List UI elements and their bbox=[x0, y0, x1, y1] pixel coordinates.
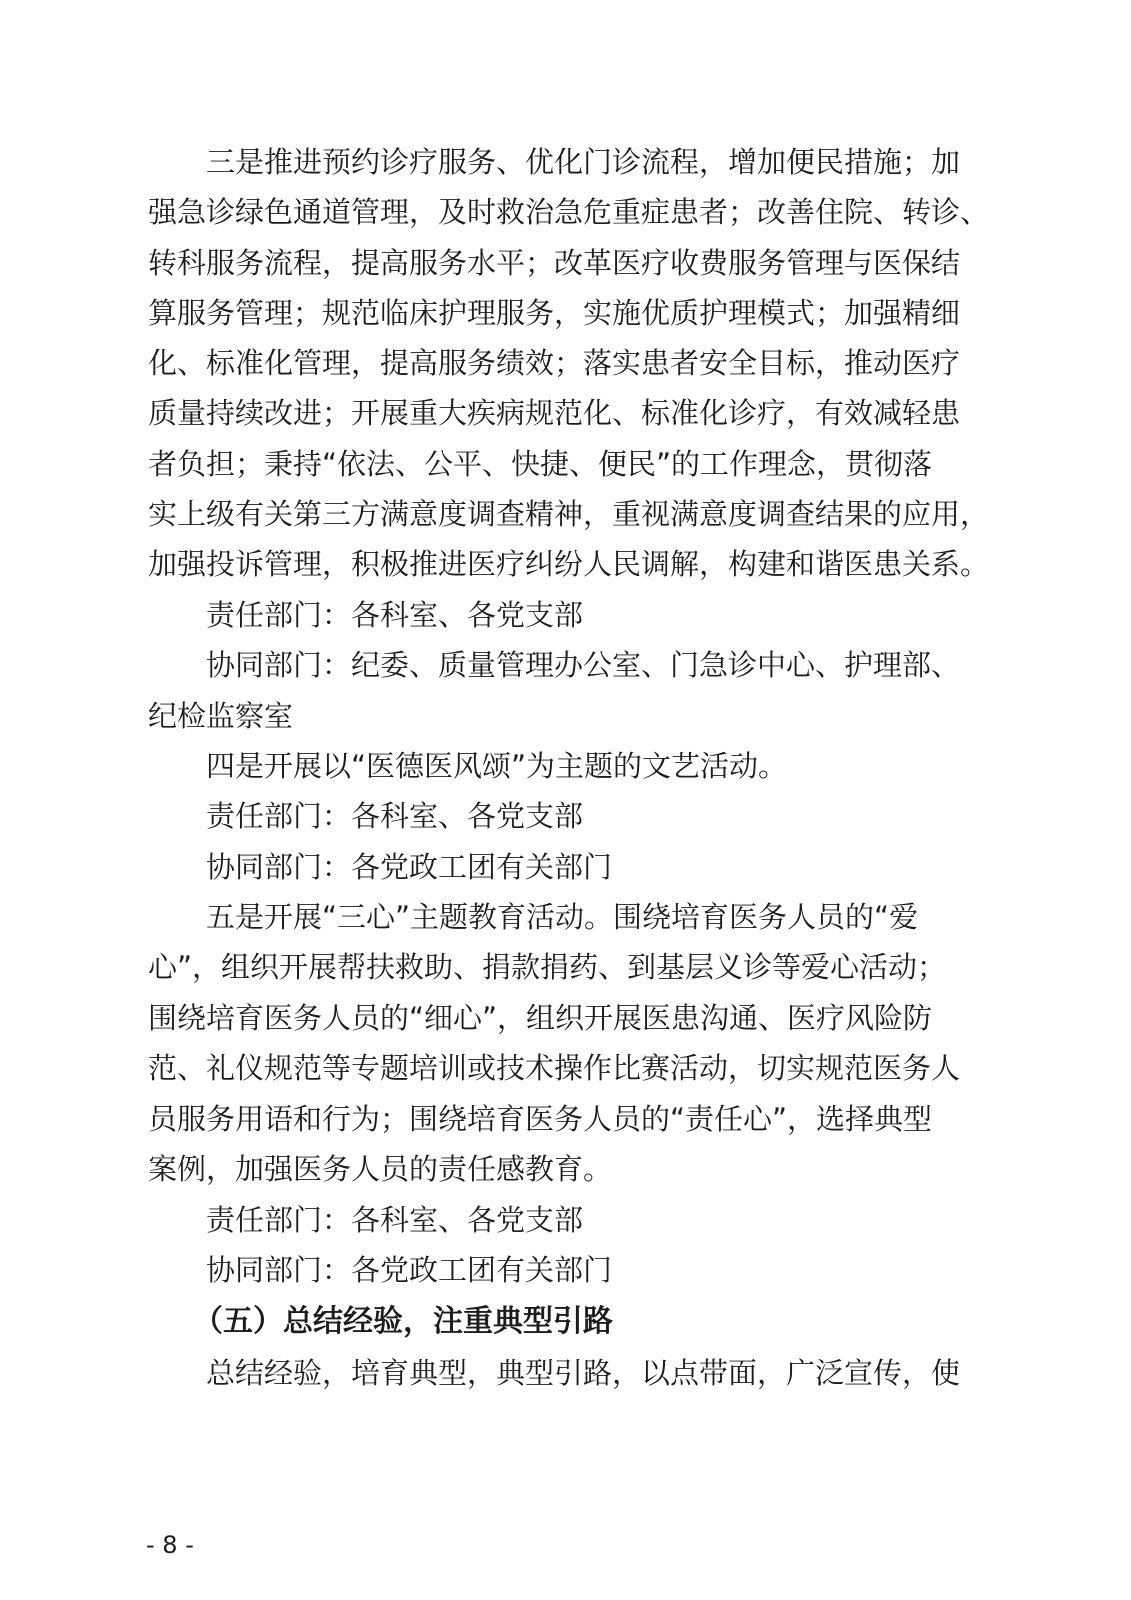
cooperating-dept-line: 协同部门：各党政工团有关部门 bbox=[148, 850, 613, 884]
paragraph-line: 围绕培育医务人员的“细心”，组织开展医患沟通、医疗风险防 bbox=[148, 1001, 933, 1035]
paragraph-line: 员服务用语和行为；围绕培育医务人员的“责任心”，选择典型 bbox=[148, 1102, 933, 1136]
cooperating-dept-line: 协同部门：纪委、质量管理办公室、门急诊中心、护理部、 bbox=[148, 648, 961, 682]
paragraph-line: 转科服务流程，提高服务水平；改革医疗收费服务管理与医保结 bbox=[148, 246, 961, 280]
paragraph-line: 化、标准化管理，提高服务绩效；落实患者安全目标，推动医疗 bbox=[148, 346, 961, 380]
paragraph-line: 算服务管理；规范临床护理服务，实施优质护理模式；加强精细 bbox=[148, 296, 961, 330]
section-heading: （五）总结经验，注重典型引路 bbox=[148, 1304, 613, 1339]
paragraph-line: 加强投诉管理，积极推进医疗纠纷人民调解，构建和谐医患关系。 bbox=[148, 547, 990, 581]
paragraph-line: 三是推进预约诊疗服务、优化门诊流程，增加便民措施；加 bbox=[148, 145, 961, 179]
paragraph-line: 实上级有关第三方满意度调查精神，重视满意度调查结果的应用， bbox=[148, 497, 990, 531]
cooperating-dept-line: 协同部门：各党政工团有关部门 bbox=[148, 1253, 613, 1287]
paragraph-line: 纪检监察室 bbox=[148, 699, 294, 733]
paragraph-line: 总结经验，培育典型，典型引路，以点带面，广泛宣传，使 bbox=[148, 1356, 961, 1390]
paragraph-line: 范、礼仪规范等专题培训或技术操作比赛活动，切实规范医务人 bbox=[148, 1051, 961, 1085]
paragraph-line: 强急诊绿色通道管理，及时救治急危重症患者；改善住院、转诊、 bbox=[148, 195, 990, 229]
responsible-dept-line: 责任部门：各科室、各党支部 bbox=[148, 1203, 584, 1237]
responsible-dept-line: 责任部门：各科室、各党支部 bbox=[148, 799, 584, 833]
responsible-dept-line: 责任部门：各科室、各党支部 bbox=[148, 598, 584, 632]
paragraph-line: 案例，加强医务人员的责任感教育。 bbox=[148, 1152, 613, 1186]
page-number: - 8 - bbox=[146, 1531, 194, 1559]
paragraph-line: 五是开展“三心”主题教育活动。围绕培育医务人员的“爱 bbox=[148, 900, 919, 934]
paragraph-line: 心”，组织开展帮扶救助、捐款捐药、到基层义诊等爱心活动； bbox=[148, 950, 947, 984]
paragraph-line: 四是开展以“医德医风颂”为主题的文艺活动。 bbox=[148, 749, 788, 783]
paragraph-line: 者负担；秉持“依法、公平、快捷、便民”的工作理念，贯彻落 bbox=[148, 447, 933, 481]
paragraph-line: 质量持续改进；开展重大疾病规范化、标准化诊疗，有效减轻患 bbox=[148, 396, 961, 430]
